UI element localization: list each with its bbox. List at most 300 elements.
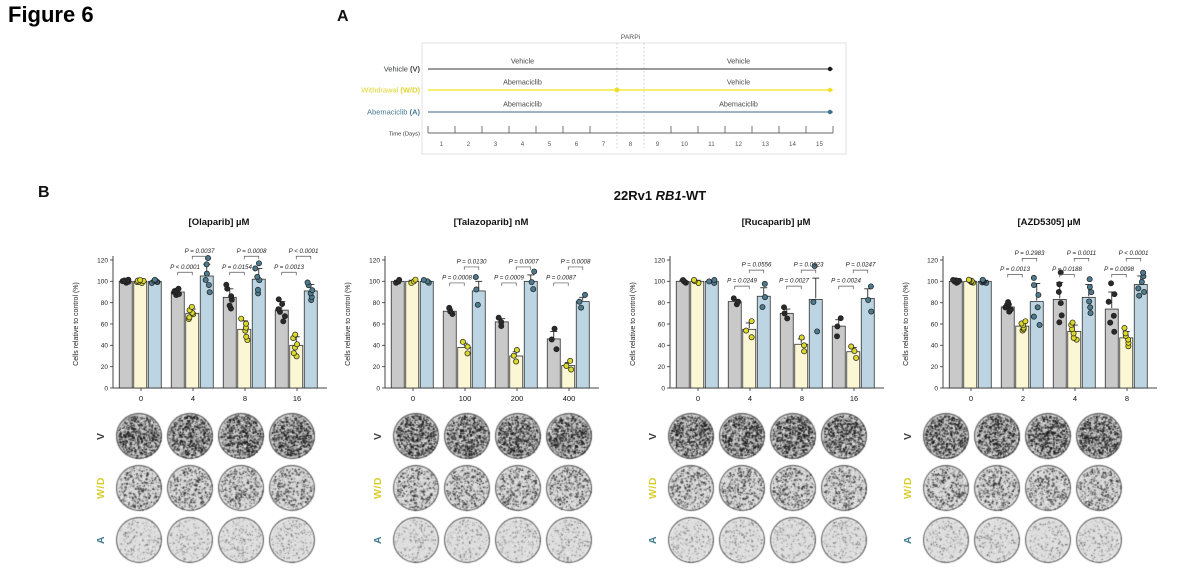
colony-well (115, 516, 163, 564)
day-tick-label: 9 (655, 141, 660, 148)
significance-bracket (554, 283, 569, 286)
p-value-label: P = 0.2983 (1014, 249, 1045, 257)
y-axis-label: Cells relative to control (%) (73, 282, 80, 366)
data-point (204, 271, 209, 276)
p-value-label: P = 0.0154 (222, 263, 252, 271)
colony-well (1024, 412, 1072, 460)
data-point (577, 299, 582, 304)
day-tick-label: 2 (466, 141, 471, 148)
significance-bracket (192, 256, 207, 259)
data-point (203, 277, 208, 282)
x-tick-label: 16 (292, 394, 302, 403)
colony-well (769, 464, 817, 512)
colony-well (769, 516, 817, 564)
y-tick-label: 80 (930, 299, 938, 307)
data-point (447, 305, 452, 310)
data-point (256, 261, 261, 266)
data-point (473, 274, 478, 279)
y-tick-label: 80 (100, 299, 108, 307)
data-point (578, 305, 583, 310)
bar-v (728, 302, 741, 388)
data-point (1108, 281, 1113, 286)
time-axis-label: Time (Days) (388, 131, 420, 138)
y-tick-label: 120 (369, 257, 380, 265)
p-value-label: P = 0.0008 (236, 247, 267, 255)
data-point (744, 328, 749, 333)
p-value-label: P = 0.0188 (1052, 265, 1082, 273)
colony-well (1075, 464, 1123, 512)
colony-well (392, 464, 440, 512)
colony-well (667, 412, 715, 460)
p-value-label: P = 0.0923 (793, 261, 824, 269)
data-point (691, 277, 696, 282)
bar-a (705, 281, 718, 388)
colony-well (769, 412, 817, 460)
data-point (1112, 329, 1117, 334)
line-end-dot (828, 110, 832, 114)
y-tick-label: 80 (657, 299, 665, 307)
p-value-label: P = 0.0249 (727, 277, 757, 285)
data-point (514, 359, 519, 364)
data-point (229, 294, 234, 299)
colony-well (1024, 516, 1072, 564)
colony-well (820, 412, 868, 460)
y-tick-label: 40 (100, 342, 108, 350)
bar-v (1001, 307, 1014, 388)
y-axis-label: Cells relative to control (%) (903, 282, 910, 366)
p-value-label: P = 0.0008 (442, 274, 472, 282)
y-tick-label: 60 (657, 321, 665, 329)
colony-row-label-w-d: W/D (647, 477, 659, 499)
x-tick-label: 100 (458, 394, 472, 403)
data-point (802, 349, 807, 354)
colony-row-label-a: A (902, 535, 914, 545)
p-value-label: P = 0.0013 (274, 263, 304, 271)
data-point (1142, 289, 1147, 294)
bar-a (148, 281, 161, 388)
x-tick-label: 16 (849, 394, 859, 403)
treatment-timeline (330, 22, 1035, 162)
data-point (1058, 300, 1063, 305)
y-tick-label: 0 (104, 385, 108, 393)
data-point (1123, 331, 1128, 336)
colony-well (392, 412, 440, 460)
segment-label: Abemaciclib (503, 99, 542, 109)
data-point (397, 277, 402, 282)
bar-w-d (186, 313, 199, 388)
data-point (531, 287, 536, 292)
day-tick-label: 15 (816, 141, 823, 148)
significance-bracket (749, 270, 764, 273)
bar-v (780, 313, 793, 388)
data-point (564, 363, 569, 368)
data-point (801, 343, 806, 348)
colony-well (667, 516, 715, 564)
data-point (680, 277, 685, 282)
data-point (1112, 292, 1117, 297)
data-point (475, 302, 480, 307)
segment-label: Vehicle (726, 77, 751, 87)
data-point (834, 334, 839, 339)
y-tick-label: 100 (654, 278, 665, 286)
bar-w-d (406, 281, 419, 388)
colony-well (820, 464, 868, 512)
data-point (294, 342, 299, 347)
data-point (762, 281, 767, 286)
data-point (207, 290, 212, 295)
colony-row-label-a: A (647, 535, 659, 545)
data-point (1057, 282, 1062, 287)
data-point (1036, 292, 1041, 297)
colony-well (217, 516, 265, 564)
data-point (282, 314, 287, 319)
data-point (1139, 279, 1144, 284)
data-point (852, 348, 857, 353)
chart-title: [Olaparib] µM (188, 217, 250, 228)
y-tick-label: 20 (100, 363, 108, 371)
data-point (1005, 299, 1010, 304)
significance-bracket (1022, 258, 1037, 261)
data-point (224, 282, 229, 287)
data-point (255, 274, 260, 279)
significance-bracket (787, 286, 802, 289)
segment-label: Vehicle (510, 56, 535, 66)
bar-a (420, 281, 433, 388)
x-tick-label: 0 (968, 394, 974, 403)
bar-w-d (134, 281, 147, 388)
data-point (1136, 286, 1141, 291)
colony-well (166, 412, 214, 460)
data-point (1031, 275, 1036, 280)
timeline-frame (422, 43, 846, 154)
y-tick-label: 100 (97, 278, 108, 286)
data-point (1059, 313, 1064, 318)
colony-well (268, 464, 316, 512)
colony-row-label-v: V (95, 432, 107, 440)
figure-title: Figure 6 (8, 2, 94, 27)
data-point (280, 301, 285, 306)
significance-bracket (1074, 258, 1089, 261)
colony-row-label-a: A (372, 535, 384, 545)
p-value-label: P < 0.0001 (170, 263, 200, 271)
data-point (950, 277, 955, 282)
significance-bracket (801, 270, 816, 273)
data-point (1111, 313, 1116, 318)
data-point (838, 316, 843, 321)
colony-well (820, 516, 868, 564)
x-tick-label: 0 (138, 394, 144, 403)
p-value-label: P = 0.0087 (546, 274, 576, 282)
p-value-label: P = 0.0024 (831, 277, 861, 285)
data-point (853, 355, 858, 360)
data-point (760, 304, 765, 309)
y-tick-label: 60 (372, 321, 380, 329)
chart-title: [AZD5305] µM (1017, 217, 1081, 228)
day-tick-label: 7 (601, 141, 606, 148)
data-point (1035, 305, 1040, 310)
data-point (1088, 305, 1093, 310)
colony-well (718, 464, 766, 512)
panel-b-label: B (38, 184, 50, 201)
x-tick-label: 0 (410, 394, 416, 403)
bar-v (949, 281, 962, 388)
data-point (1122, 325, 1127, 330)
bar-a (524, 281, 537, 388)
bar-chart-olaparib-m (63, 200, 333, 435)
y-axis-label: Cells relative to control (%) (345, 282, 352, 366)
bar-chart-rucaparib-m (620, 200, 890, 435)
day-tick-label: 11 (708, 141, 715, 148)
colony-row-label-w-d: W/D (902, 477, 914, 499)
data-point (1137, 293, 1142, 298)
data-point (869, 309, 874, 314)
data-point (966, 277, 971, 282)
bar-w-d (964, 281, 977, 388)
data-point (176, 286, 181, 291)
data-point (305, 280, 310, 285)
day-tick-label: 4 (520, 141, 525, 148)
colony-well (973, 464, 1021, 512)
segment-label: Abemaciclib (719, 99, 758, 109)
colony-well (494, 464, 542, 512)
colony-well (922, 516, 970, 564)
p-value-label: P = 0.0037 (184, 247, 215, 255)
cell-line-prefix: 22Rv1 (613, 188, 656, 203)
y-tick-label: 20 (372, 363, 380, 371)
data-point (253, 266, 258, 271)
colony-well (718, 412, 766, 460)
colony-well (166, 464, 214, 512)
day-tick-label: 10 (681, 141, 688, 148)
colony-well (268, 516, 316, 564)
colony-well (973, 516, 1021, 564)
colony-well (1075, 516, 1123, 564)
data-point (310, 288, 315, 293)
segment-label: Abemaciclib (503, 77, 542, 87)
significance-bracket (178, 272, 193, 275)
p-value-label: P = 0.0009 (494, 274, 524, 282)
colony-well (217, 412, 265, 460)
colony-well (443, 516, 491, 564)
data-point (1057, 320, 1062, 325)
x-tick-label: 4 (190, 394, 196, 403)
colony-well (922, 412, 970, 460)
data-point (243, 321, 248, 326)
data-point (276, 297, 281, 302)
data-point (866, 297, 871, 302)
p-value-label: P = 0.0008 (560, 258, 591, 266)
significance-bracket (853, 270, 868, 273)
colony-row-label-v: V (647, 432, 659, 440)
significance-bracket (568, 267, 583, 270)
data-point (421, 277, 426, 282)
y-tick-label: 120 (654, 257, 665, 265)
colony-well (922, 464, 970, 512)
colony-row-label-v: V (902, 432, 914, 440)
day-tick-label: 13 (762, 141, 769, 148)
y-axis-label: Cells relative to control (%) (630, 282, 637, 366)
significance-bracket (464, 267, 479, 270)
significance-bracket (244, 256, 259, 259)
timeline-row-label: Abemaciclib (A) (367, 107, 420, 117)
cell-line-suffix: -WT (681, 188, 707, 203)
p-value-label: P = 0.0556 (741, 261, 772, 269)
colony-well (443, 412, 491, 460)
x-tick-label: 8 (1124, 394, 1130, 403)
bar-chart-talazoparib-nm (335, 200, 605, 435)
y-tick-label: 0 (934, 385, 938, 393)
x-tick-label: 8 (242, 394, 248, 403)
data-point (1087, 284, 1092, 289)
bar-a (304, 291, 317, 388)
data-point (138, 277, 143, 282)
day-tick-label: 5 (547, 141, 552, 148)
significance-bracket (502, 283, 517, 286)
parpi-start-dot (615, 88, 620, 93)
y-tick-label: 40 (657, 342, 665, 350)
y-tick-label: 120 (927, 257, 938, 265)
bar-a (978, 281, 991, 388)
p-value-label: P < 0.0001 (1118, 249, 1149, 257)
day-tick-label: 6 (574, 141, 579, 148)
bar-w-d (1016, 326, 1029, 388)
data-point (749, 335, 754, 340)
bar-v (1053, 299, 1066, 388)
bar-v (391, 281, 404, 388)
data-point (549, 337, 554, 342)
x-tick-label: 4 (747, 394, 753, 403)
data-point (1087, 277, 1092, 282)
data-point (1023, 319, 1028, 324)
line-end-dot (828, 88, 832, 92)
data-point (785, 316, 790, 321)
data-point (465, 351, 470, 356)
day-tick-label: 8 (628, 141, 633, 148)
significance-bracket (839, 286, 854, 289)
significance-bracket (735, 286, 750, 289)
data-point (227, 303, 232, 308)
data-point (1087, 299, 1092, 304)
bar-a (1134, 285, 1147, 388)
y-tick-label: 100 (369, 278, 380, 286)
y-tick-label: 60 (930, 321, 938, 329)
data-point (1088, 310, 1093, 315)
data-point (413, 277, 418, 282)
data-point (1031, 314, 1036, 319)
data-point (1089, 290, 1094, 295)
y-tick-label: 60 (100, 321, 108, 329)
x-tick-label: 400 (562, 394, 576, 403)
data-point (568, 358, 573, 363)
bar-a (809, 299, 822, 388)
colony-row-label-v: V (372, 432, 384, 440)
p-value-label: P = 0.0130 (456, 258, 487, 266)
data-point (1037, 322, 1042, 327)
data-point (554, 347, 559, 352)
x-tick-label: 0 (695, 394, 701, 403)
data-point (1070, 320, 1075, 325)
x-tick-label: 8 (799, 394, 805, 403)
data-point (276, 307, 281, 312)
data-point (1140, 270, 1145, 275)
data-point (496, 315, 501, 320)
y-tick-label: 80 (372, 299, 380, 307)
data-point (152, 277, 157, 282)
data-point (835, 324, 840, 329)
line-end-dot (828, 67, 832, 71)
x-tick-label: 4 (1072, 394, 1078, 403)
p-value-label: P = 0.0007 (508, 258, 539, 266)
colony-well (1075, 412, 1123, 460)
colony-row-label-w-d: W/D (372, 477, 384, 499)
colony-well (545, 412, 593, 460)
chart-title: [Talazoparib] nM (453, 217, 529, 228)
colony-well (1024, 464, 1072, 512)
data-point (460, 339, 465, 344)
bar-a (757, 296, 770, 388)
data-point (474, 287, 479, 292)
data-point (868, 284, 873, 289)
p-value-label: P = 0.0013 (1000, 265, 1030, 273)
significance-bracket (296, 256, 311, 259)
data-point (239, 316, 244, 321)
data-point (799, 335, 804, 340)
data-point (1031, 282, 1036, 287)
colony-well (115, 464, 163, 512)
data-point (706, 279, 711, 284)
y-tick-label: 100 (927, 278, 938, 286)
colony-well (217, 464, 265, 512)
significance-bracket (516, 267, 531, 270)
data-point (782, 311, 787, 316)
data-point (281, 319, 286, 324)
bar-v (547, 339, 560, 388)
data-point (712, 277, 717, 282)
y-tick-label: 0 (661, 385, 665, 393)
data-point (731, 296, 736, 301)
data-point (1056, 289, 1061, 294)
chart-title: [Rucaparib] µM (741, 217, 811, 228)
significance-bracket (1008, 274, 1023, 277)
data-point (849, 344, 854, 349)
data-point (465, 344, 470, 349)
y-tick-label: 20 (657, 363, 665, 371)
data-point (511, 353, 516, 358)
data-point (749, 319, 754, 324)
x-tick-label: 2 (1020, 394, 1026, 403)
day-tick-label: 12 (735, 141, 742, 148)
day-tick-label: 1 (439, 141, 444, 148)
colony-well (545, 516, 593, 564)
data-point (762, 295, 767, 300)
data-point (291, 351, 296, 356)
panel-a-label: A (337, 8, 349, 25)
significance-bracket (230, 272, 245, 275)
data-point (582, 292, 587, 297)
p-value-label: P = 0.0247 (845, 261, 876, 269)
p-value-label: P < 0.0001 (288, 247, 319, 255)
colony-well (973, 412, 1021, 460)
colony-well (115, 412, 163, 460)
y-tick-label: 0 (376, 385, 380, 393)
y-tick-label: 40 (930, 342, 938, 350)
colony-well (392, 516, 440, 564)
data-point (1108, 320, 1113, 325)
p-value-label: P = 0.0011 (1066, 249, 1097, 257)
y-tick-label: 40 (372, 342, 380, 350)
x-tick-label: 200 (510, 394, 524, 403)
bar-v (443, 311, 456, 388)
